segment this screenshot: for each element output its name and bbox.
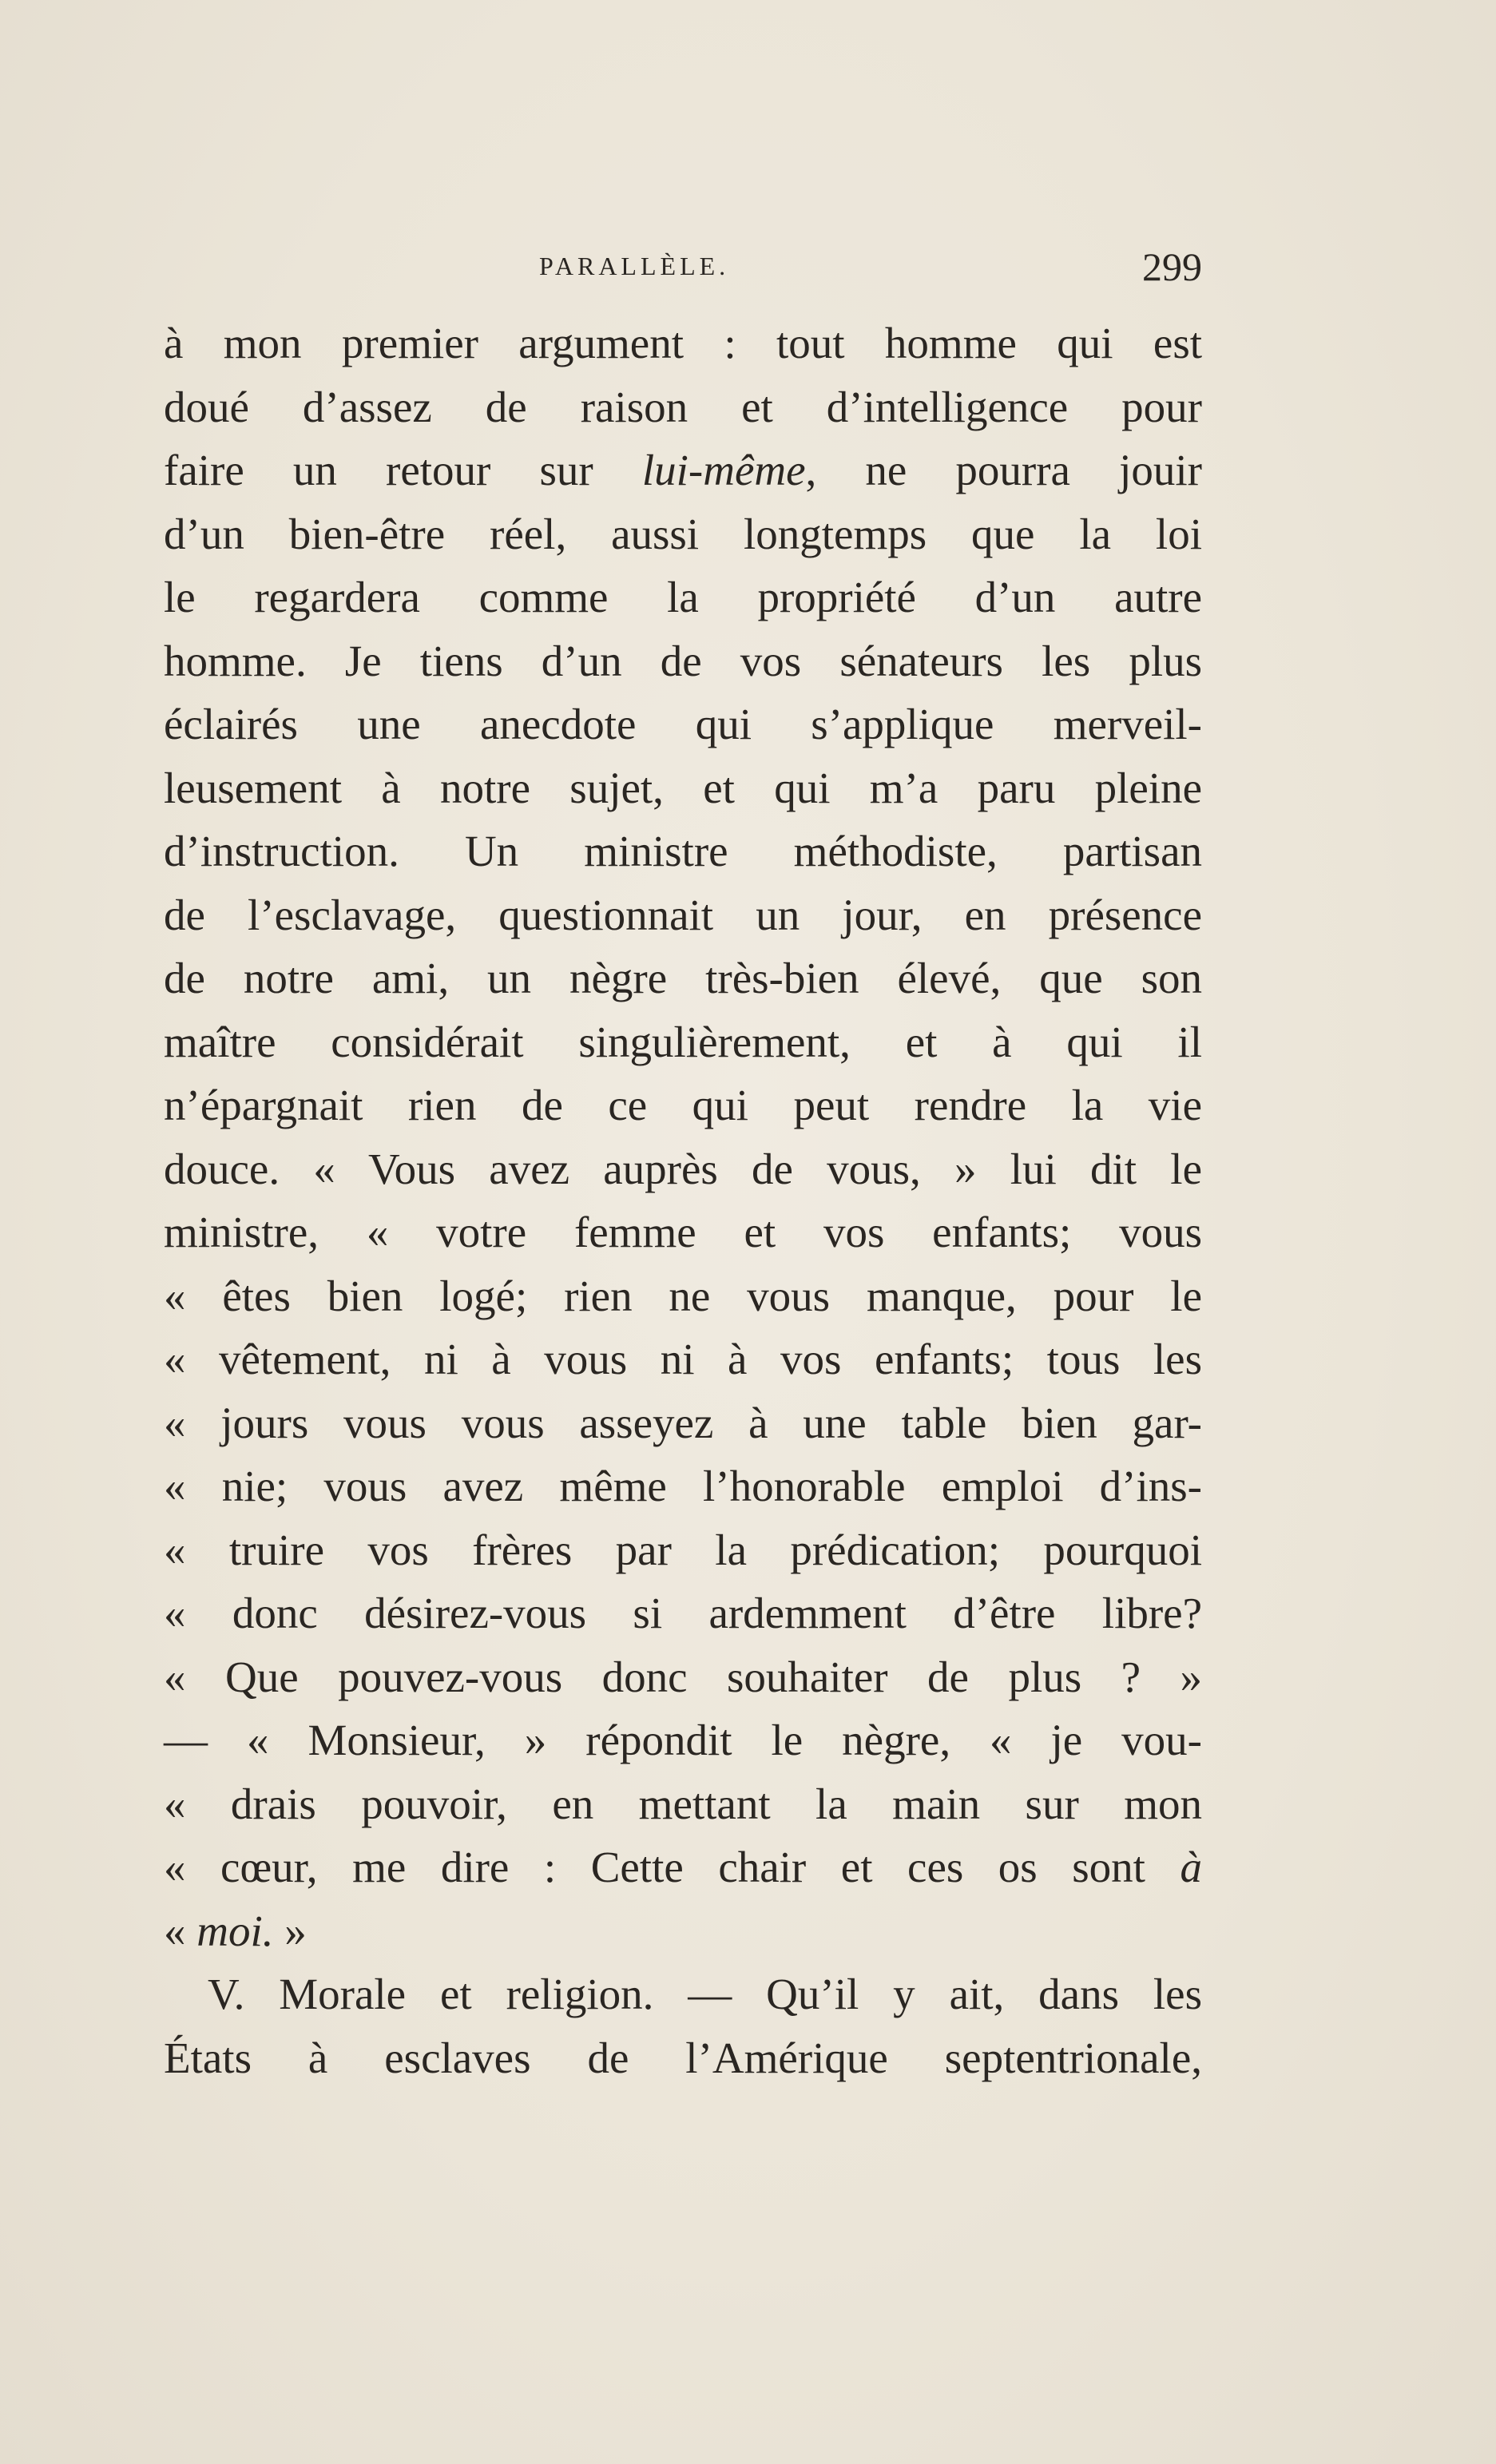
- text-span: »: [284, 1906, 307, 1955]
- emphasis-lui-meme: lui-même: [641, 446, 806, 494]
- text-line: d’instruction. Un ministre méthodiste, partisan: [164, 827, 1202, 875]
- page-number: 299: [1142, 244, 1202, 289]
- text-line: « jours vous vous asseyez à une table bien gar-: [164, 1398, 1202, 1447]
- text-line: [164, 1899, 1202, 1963]
- text-span: « cœur, me dire : Cette chair et ces os sont: [164, 1843, 1145, 1891]
- text-line: le regardera comme la propriété d’un autre: [164, 573, 1202, 621]
- text-line: d’un bien-être réel, aussi longtemps que la loi: [164, 509, 1202, 558]
- text-line: « truire vos frères par la prédication; pourquoi: [164, 1525, 1202, 1574]
- text-line: « nie; vous avez même l’honorable emploi d’ins-: [164, 1462, 1202, 1510]
- text-line: éclairés une anecdote qui s’applique merveil-: [164, 700, 1202, 748]
- text-line: — « Monsieur, » répondit le nègre, « je vou-: [164, 1716, 1202, 1764]
- text-line: leusement à notre sujet, et qui m’a paru pleine: [164, 763, 1202, 812]
- text-line: homme. Je tiens d’un de vos sénateurs les plus: [164, 636, 1202, 685]
- text-line: « Que pouvez-vous donc souhaiter de plus ? »: [164, 1652, 1202, 1701]
- text-line: « donc désirez-vous si ardemment d’être libre?: [164, 1589, 1202, 1637]
- text-span: , ne pourra jouir: [805, 446, 1202, 494]
- text-line: « drais pouvoir, en mettant la main sur mon: [164, 1779, 1202, 1828]
- text-line: États à esclaves de l’Amérique septentrionale,: [164, 2033, 1202, 2082]
- text-line: « êtes bien logé; rien ne vous manque, pour le: [164, 1271, 1202, 1320]
- text-line: [164, 1835, 1202, 1899]
- running-title: PARALLÈLE.: [539, 252, 730, 280]
- page-header: [164, 244, 1202, 308]
- text-line: douce. « Vous avez auprès de vous, » lui dit le: [164, 1144, 1202, 1193]
- section-heading-line: V. Morale et religion. — Qu’il y ait, dans les: [208, 1970, 1202, 2018]
- text-span: faire un retour sur: [164, 446, 593, 494]
- text-line: ministre, « votre femme et vos enfants; vous: [164, 1208, 1202, 1256]
- text-line: doué d’assez de raison et d’intelligence pour: [164, 382, 1202, 431]
- text-span: «: [164, 1906, 186, 1955]
- text-line: « vêtement, ni à vous ni à vos enfants; tous les: [164, 1335, 1202, 1383]
- text-line: [164, 438, 1202, 502]
- text-line: à mon premier argument : tout homme qui est: [164, 319, 1202, 367]
- body-text: [164, 311, 1202, 2089]
- text-line: de l’esclavage, questionnait un jour, en présence: [164, 890, 1202, 939]
- text-line: maître considérait singulièrement, et à qui il: [164, 1017, 1202, 1066]
- emphasis-a: à: [1180, 1843, 1202, 1891]
- emphasis-moi: moi.: [196, 1906, 274, 1955]
- text-line: n’épargnait rien de ce qui peut rendre la vie: [164, 1081, 1202, 1129]
- text-line: de notre ami, un nègre très-bien élevé, que son: [164, 954, 1202, 1002]
